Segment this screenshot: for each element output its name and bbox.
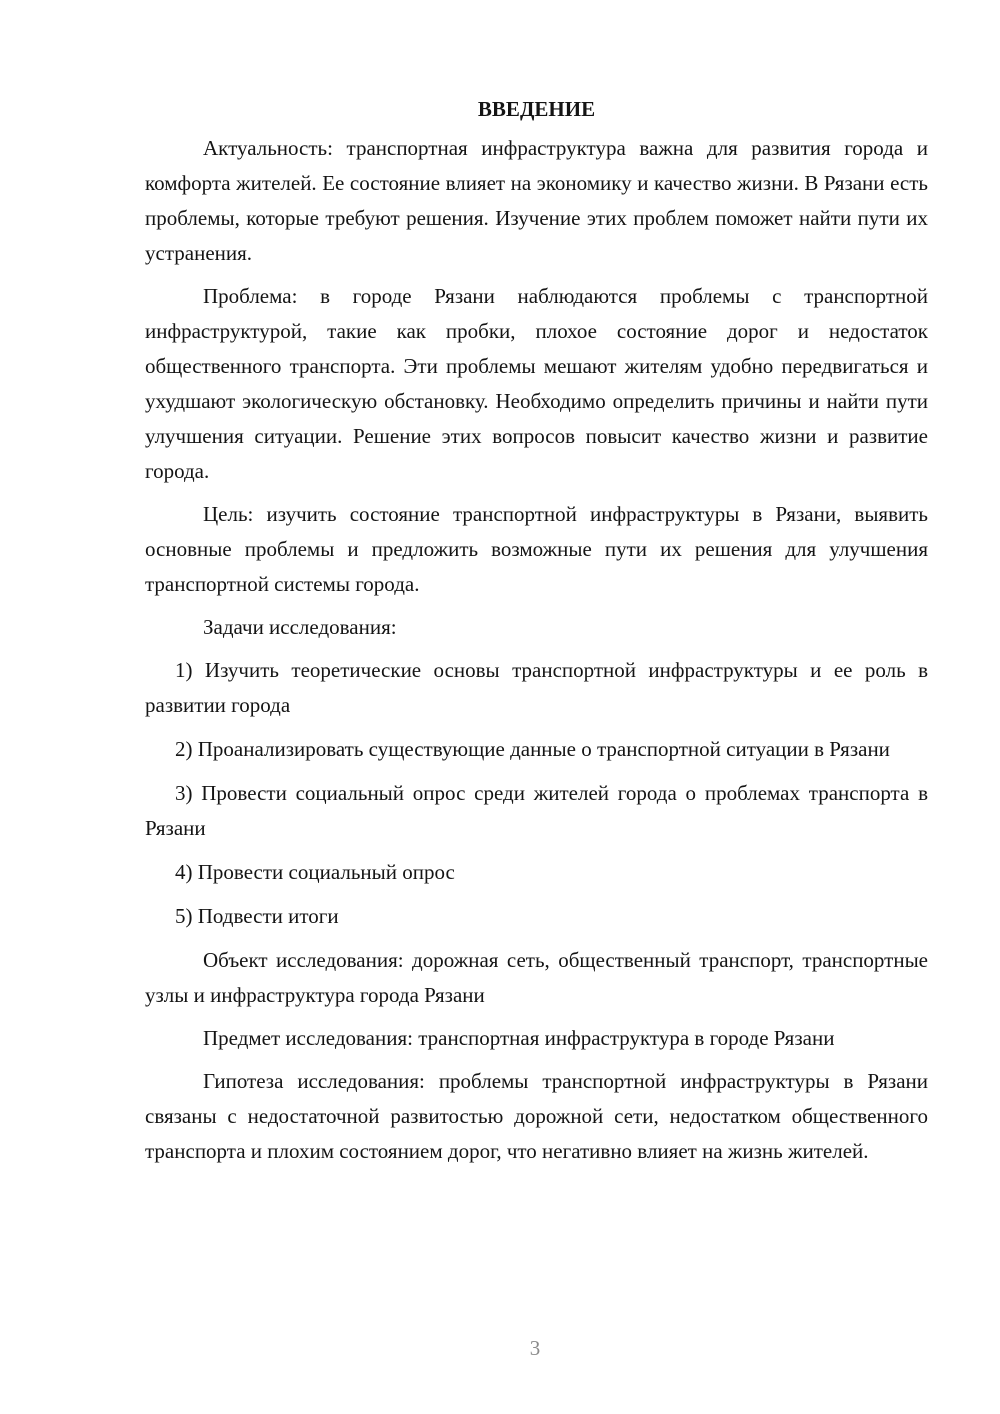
- task-item-1: 1) Изучить теоретические основы транспортной инфраструктуры и ее роль в развитии города: [145, 658, 928, 717]
- tasks-list: [145, 653, 928, 934]
- tasks-heading: Задачи исследования:: [203, 615, 397, 639]
- page-title: ВВЕДЕНИЕ: [477, 97, 596, 121]
- page-content: [145, 92, 928, 1177]
- task-item-5: 5) Подвести итоги: [175, 904, 339, 928]
- problem-paragraph: Проблема: в городе Рязани наблюдаются проблемы с транспортной инфраструктурой, такие как пробки, плохое состояние дорог и недостаток общественного транспорта. Эти проблемы мешают жителям удобно передвигаться и ухудшают экологическую обстановку. Необходимо определить причины и найти пути улучшения ситуации. Решение этих вопросов повысит качество жизни и развитие города.: [145, 284, 928, 483]
- task-item-3: 3) Провести социальный опрос среди жителей города о проблемах транспорта в Рязани: [145, 781, 928, 840]
- hypothesis-paragraph: Гипотеза исследования: проблемы транспортной инфраструктуры в Рязани связаны с недостаточной развитостью дорожной сети, недостатком общественного транспорта и плохим состоянием дорог, что негативно влияет на жизнь жителей.: [145, 1069, 928, 1163]
- task-item-4: 4) Провести социальный опрос: [175, 860, 455, 884]
- relevance-paragraph: Актуальность: транспортная инфраструктура важна для развития города и комфорта жителей. Ее состояние влияет на экономику и качество жизни. В Рязани есть проблемы, которые требуют решения. Изучение этих проблем поможет найти пути их устранения.: [145, 136, 928, 265]
- goal-paragraph: Цель: изучить состояние транспортной инфраструктуры в Рязани, выявить основные проблемы и предложить возможные пути их решения для улучшения транспортной системы города.: [145, 502, 928, 596]
- subject-paragraph: Предмет исследования: транспортная инфраструктура в городе Рязани: [203, 1026, 835, 1050]
- object-paragraph: Объект исследования: дорожная сеть, общественный транспорт, транспортные узлы и инфраструктура города Рязани: [145, 948, 928, 1007]
- task-item-2: 2) Проанализировать существующие данные о транспортной ситуации в Рязани: [175, 737, 890, 761]
- page-number: 3: [529, 1336, 541, 1360]
